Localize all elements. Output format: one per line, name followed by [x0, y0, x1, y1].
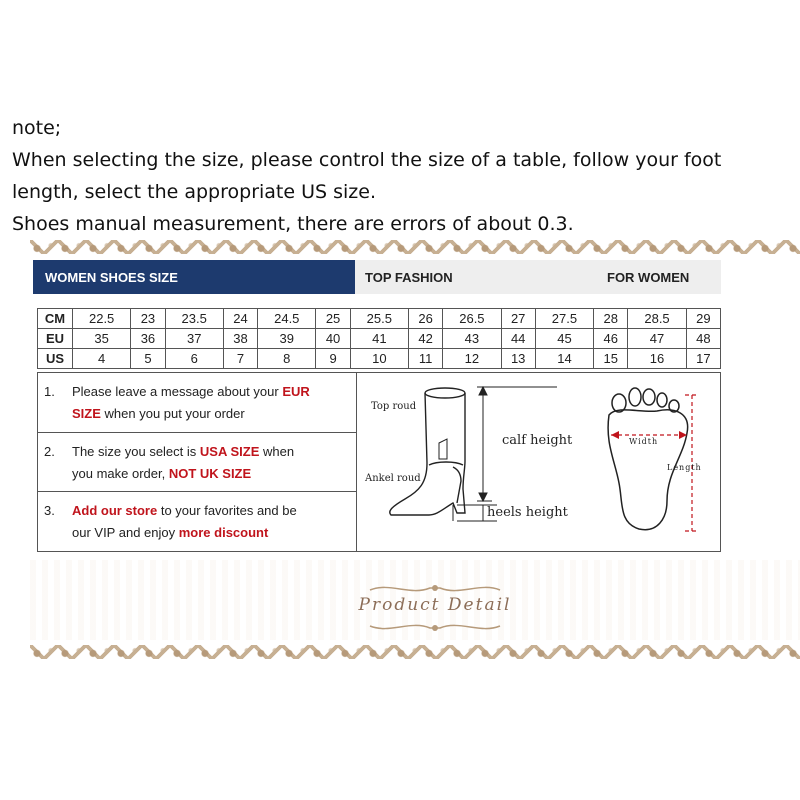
size-row-cm — [38, 309, 721, 329]
label-heels-height: heels height — [487, 505, 568, 520]
ornament-motif — [226, 240, 240, 254]
ornament-motif — [702, 240, 716, 254]
ornament-motif — [590, 240, 604, 254]
ornament-motif — [450, 240, 464, 254]
header-top-fashion: TOP FASHION — [365, 269, 453, 285]
ornament-motif — [506, 645, 520, 659]
ornament-motif — [576, 645, 590, 659]
size-cell: 27.5 — [535, 309, 593, 329]
size-cell: 13 — [501, 349, 535, 369]
ornament-motif — [744, 645, 758, 659]
ornament-motif — [534, 240, 548, 254]
ornament-motif — [156, 240, 170, 254]
ornament-motif — [562, 240, 576, 254]
ornament-motif — [422, 645, 436, 659]
tip-text — [72, 441, 352, 485]
size-row-label: EU — [38, 329, 73, 349]
ornament-motif — [212, 645, 226, 659]
ornament-motif — [366, 645, 380, 659]
size-cell: 7 — [223, 349, 257, 369]
ornament-motif — [352, 645, 366, 659]
ornament-motif — [772, 645, 786, 659]
ornament-motif — [618, 645, 632, 659]
size-cell: 28 — [594, 309, 628, 329]
ornament-motif — [184, 240, 198, 254]
tip-row-3 — [38, 491, 356, 550]
ornament-motif — [100, 645, 114, 659]
ornament-motif — [464, 645, 478, 659]
note-line-1: When selecting the size, please control the size of a table, follow your foot — [12, 149, 722, 171]
ornament-motif — [324, 645, 338, 659]
ornament-motif — [128, 645, 142, 659]
ornament-motif — [212, 240, 226, 254]
tip-highlight: NOT UK SIZE — [168, 466, 252, 481]
ornament-motif — [604, 240, 618, 254]
ornament-motif — [534, 645, 548, 659]
size-cell: 23 — [131, 309, 165, 329]
tip-number: 3. — [44, 503, 55, 518]
ornament-motif — [548, 240, 562, 254]
ornament-motif — [548, 645, 562, 659]
size-cell: 6 — [165, 349, 223, 369]
measurement-diagram — [357, 373, 720, 551]
size-row-label: CM — [38, 309, 73, 329]
tip-number: 2. — [44, 444, 55, 459]
header-for-women: FOR WOMEN — [607, 269, 690, 285]
ornament-motif — [408, 240, 422, 254]
size-cell: 8 — [258, 349, 316, 369]
ornament-motif — [324, 240, 338, 254]
ornament-motif — [632, 645, 646, 659]
size-cell: 10 — [350, 349, 408, 369]
ornament-motif — [604, 645, 618, 659]
ornament-motif — [422, 240, 436, 254]
tip-text-part: when you put your order — [100, 406, 245, 421]
size-cell: 4 — [73, 349, 131, 369]
ornament-motif — [646, 645, 660, 659]
ornament-motif — [58, 645, 72, 659]
ornament-motif — [296, 240, 310, 254]
size-cell: 41 — [350, 329, 408, 349]
ornament-motif — [716, 645, 730, 659]
ornament-motif — [674, 240, 688, 254]
ornament-motif — [590, 645, 604, 659]
size-chart-panel — [33, 258, 721, 558]
label-width: Width — [629, 437, 659, 446]
note-line-3: Shoes manual measurement, there are errors of about 0.3. — [12, 213, 574, 235]
ornament-motif — [618, 240, 632, 254]
ornament-motif — [44, 645, 58, 659]
label-ankel-roud: Ankel roud — [365, 473, 421, 484]
size-cell: 42 — [408, 329, 442, 349]
size-cell: 9 — [316, 349, 350, 369]
product-detail-banner — [330, 578, 550, 638]
measurement-diagram-svg — [357, 373, 720, 551]
ornament-motif — [44, 240, 58, 254]
size-cell: 40 — [316, 329, 350, 349]
size-cell: 43 — [443, 329, 501, 349]
size-cell: 48 — [686, 329, 720, 349]
tip-text-part: to your favorites and be — [157, 503, 297, 518]
ornament-motif — [688, 240, 702, 254]
label-length: Length — [667, 463, 702, 472]
ornament-motif — [282, 645, 296, 659]
ornament-motif — [786, 240, 800, 254]
ornament-motif — [310, 645, 324, 659]
label-calf-height: calf height — [502, 433, 573, 448]
ornament-motif — [170, 645, 184, 659]
ornament-motif — [338, 645, 352, 659]
tips-column — [38, 373, 357, 551]
ornament-motif — [492, 645, 506, 659]
ornament-motif — [310, 240, 324, 254]
ornament-motif — [86, 645, 100, 659]
size-row-eu — [38, 329, 721, 349]
tip-highlight: SIZE — [72, 406, 101, 421]
ornament-motif — [184, 645, 198, 659]
foot-icon — [608, 388, 688, 530]
ornament-motif — [380, 240, 394, 254]
tip-highlight: USA SIZE — [199, 444, 260, 459]
ornament-motif — [394, 240, 408, 254]
note-heading: note; — [12, 117, 62, 139]
ornament-motif — [352, 240, 366, 254]
size-cell: 47 — [628, 329, 686, 349]
ornament-motif — [198, 240, 212, 254]
ornament-motif — [296, 645, 310, 659]
size-row-us — [38, 349, 721, 369]
ornament-motif — [30, 645, 44, 659]
ornament-motif — [492, 240, 506, 254]
ornament-motif — [86, 240, 100, 254]
ornament-motif — [660, 240, 674, 254]
ornament-motif — [394, 645, 408, 659]
size-cell: 24 — [223, 309, 257, 329]
size-cell: 15 — [594, 349, 628, 369]
size-cell: 17 — [686, 349, 720, 369]
tip-number: 1. — [44, 384, 55, 399]
ornament-motif — [730, 645, 744, 659]
size-cell: 5 — [131, 349, 165, 369]
size-row-label: US — [38, 349, 73, 369]
ornament-motif — [730, 240, 744, 254]
tip-text-part: when — [259, 444, 295, 459]
ornament-motif — [674, 645, 688, 659]
ornament-motif — [114, 240, 128, 254]
ornament-motif — [30, 240, 44, 254]
size-cell: 46 — [594, 329, 628, 349]
ornament-motif — [786, 645, 800, 659]
ornament-motif — [688, 645, 702, 659]
ornament-motif — [100, 240, 114, 254]
ornament-motif — [282, 240, 296, 254]
ornament-motif — [758, 645, 772, 659]
product-detail-title: Product Detail — [358, 595, 512, 615]
size-cell: 26 — [408, 309, 442, 329]
ornament-motif — [254, 240, 268, 254]
header-title: WOMEN SHOES SIZE — [33, 260, 355, 294]
size-cell: 14 — [535, 349, 593, 369]
ornament-motif — [478, 645, 492, 659]
ornament-motif — [240, 240, 254, 254]
ornament-motif — [226, 645, 240, 659]
ornament-motif — [114, 645, 128, 659]
size-cell: 27 — [501, 309, 535, 329]
size-cell: 22.5 — [73, 309, 131, 329]
ornament-motif — [576, 240, 590, 254]
size-cell: 35 — [73, 329, 131, 349]
note-block — [12, 112, 792, 240]
size-cell: 16 — [628, 349, 686, 369]
tip-row-1 — [38, 373, 356, 432]
size-cell: 44 — [501, 329, 535, 349]
ornament-motif — [562, 645, 576, 659]
size-cell: 29 — [686, 309, 720, 329]
ornament-motif — [520, 645, 534, 659]
width-arrow-left — [611, 431, 619, 439]
size-cell: 11 — [408, 349, 442, 369]
ornament-motif — [660, 645, 674, 659]
size-cell: 39 — [258, 329, 316, 349]
ornament-motif — [198, 645, 212, 659]
size-cell: 23.5 — [165, 309, 223, 329]
ornament-motif — [128, 240, 142, 254]
tip-highlight: Add our store — [72, 503, 158, 518]
tip-highlight: EUR — [282, 384, 310, 399]
tip-row-2 — [38, 432, 356, 491]
ornament-motif — [436, 240, 450, 254]
info-box — [37, 372, 721, 552]
ornament-motif — [142, 645, 156, 659]
ornament-motif — [758, 240, 772, 254]
ornament-motif — [450, 645, 464, 659]
ornament-motif — [254, 645, 268, 659]
ornament-motif — [478, 240, 492, 254]
ornament-motif — [58, 240, 72, 254]
ornament-motif — [716, 240, 730, 254]
ornament-motif — [72, 645, 86, 659]
ornamental-border-top — [30, 240, 800, 254]
ornament-motif — [380, 645, 394, 659]
size-cell: 24.5 — [258, 309, 316, 329]
size-chart-header — [33, 260, 721, 294]
ornament-motif — [170, 240, 184, 254]
ornament-motif — [506, 240, 520, 254]
ornament-motif — [744, 240, 758, 254]
size-cell: 25 — [316, 309, 350, 329]
ornament-motif — [436, 645, 450, 659]
tip-text — [72, 381, 352, 425]
tip-text-part: The size you select is — [72, 444, 200, 459]
note-line-2: length, select the appropriate US size. — [12, 181, 376, 203]
ornament-motif — [268, 240, 282, 254]
ornament-motif — [464, 240, 478, 254]
size-cell: 37 — [165, 329, 223, 349]
header-right — [355, 260, 721, 294]
ornament-motif — [646, 240, 660, 254]
ornament-motif — [156, 645, 170, 659]
size-cell: 25.5 — [350, 309, 408, 329]
ornament-motif — [408, 645, 422, 659]
label-top-roud: Top roud — [371, 401, 417, 412]
tip-text-part: our VIP and enjoy — [72, 525, 179, 540]
ornament-motif — [632, 240, 646, 254]
ornament-motif — [338, 240, 352, 254]
tip-highlight: more discount — [178, 525, 269, 540]
ornament-motif — [772, 240, 786, 254]
size-cell: 12 — [443, 349, 501, 369]
ornament-motif — [268, 645, 282, 659]
size-cell: 26.5 — [443, 309, 501, 329]
ornament-motif — [520, 240, 534, 254]
size-cell: 36 — [131, 329, 165, 349]
size-table — [37, 308, 721, 369]
tip-text-part: Please leave a message about your — [72, 384, 283, 399]
ornament-motif — [702, 645, 716, 659]
size-cell: 28.5 — [628, 309, 686, 329]
ornamental-border-bottom — [30, 645, 800, 659]
size-cell: 38 — [223, 329, 257, 349]
tip-text — [72, 500, 352, 544]
ornament-motif — [240, 645, 254, 659]
ornament-motif — [142, 240, 156, 254]
tip-text-part: you make order, — [72, 466, 169, 481]
ornament-motif — [366, 240, 380, 254]
size-cell: 45 — [535, 329, 593, 349]
ornament-motif — [72, 240, 86, 254]
